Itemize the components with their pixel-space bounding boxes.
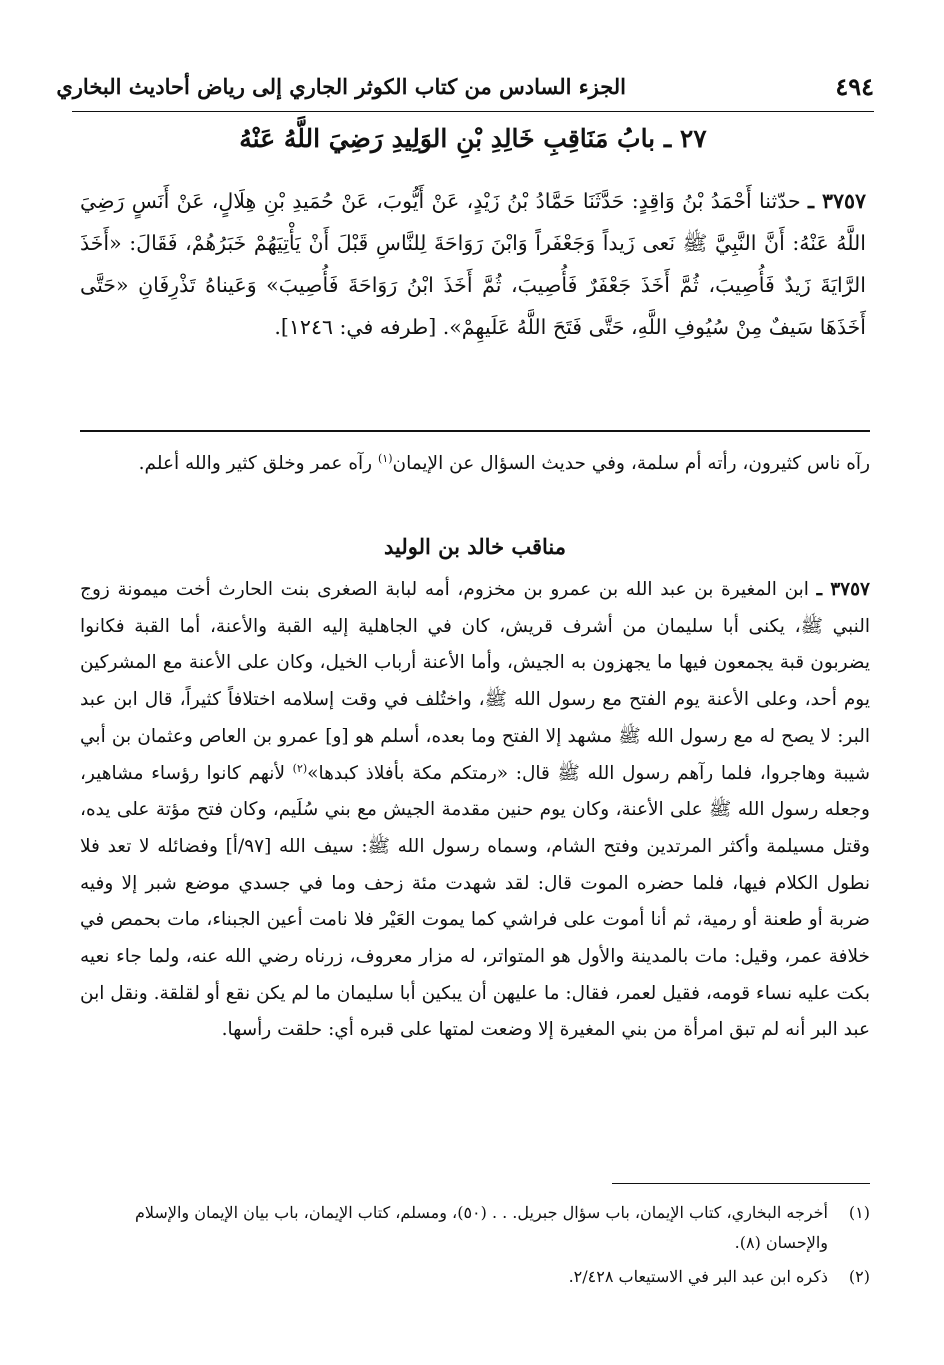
footnote-item xyxy=(80,1262,870,1292)
footnote-mark: (٢) xyxy=(848,1267,870,1286)
hadith-text-block xyxy=(80,180,866,348)
commentary-block xyxy=(80,572,870,1049)
commentary-text-1: ابن المغيرة بن عبد الله بن عمرو بن مخزوم، أمه لبابة الصغرى بنت الحارث أخت ميمونة زوج النبي ﷺ، يكنى أبا سليمان من أشرف قريش، كان في الجاهلية إليه القبة والأعنة، أما القبة فكانوا يضربون قبة يجمعون فيها ما يجهزون به الجيش، وأما الأعنة أرباب الخيل، وكان على الأعنة مع المشركين يوم أحد، وعلى الأعنة يوم الفتح مع رسول الله ﷺ، واختُلف في وقت إسلامه اختلافاً كثيراً، قال ابن عبد البر: لا يصح له مع رسول الله ﷺ مشهد إلا الفتح وما بعده، أسلم هو [و] عمرو بن العاص وعثمان بن أبي شيبة وهاجروا، فلما رآهم رسول الله ﷺ قال: «رمتكم مكة بأفلاذ كبدها» xyxy=(80,579,870,784)
commentary-continuation xyxy=(80,446,870,482)
page-number: ٤٩٤ xyxy=(835,72,874,101)
footnote-text: ذكره ابن عبد البر في الاستيعاب ٢/٤٢٨. xyxy=(568,1267,828,1286)
commentary-text-2: لأنهم كانوا رؤساء مشاهير، وجعله رسول الله ﷺ على الأعنة، وكان يوم حنين مقدمة الجيش مع بني سُلَيم، وكان فتح مؤتة على يده، وقتل مسيلمة وأكثر المرتدين وفتح الشام، وسماه رسول الله ﷺ: سيف الله [٩٧/أ] وفضائله لا تعد فلا نطول الكلام فيها، فلما حضره الموت قال: لقد شهدت مئة زحف وما في جسدي موضع شبر إلا وفيه ضربة أو طعنة أو رمية، ثم أنا أموت على فراشي كما يموت العَيْر فلا نامت أعين الجبناء، مات بحمص في خلافة عمر، وقيل: مات بالمدينة والأول هو المتواتر، له مزار معروف، زرناه رضي الله عنه، ولما جاء نعيه بكت عليه نساء قومه، فقيل لعمر، فقال: ما عليهن أن يبكين أبا سليمان ما لم يكن نقع أو لقلقة. ونقل ابن عبد البر أنه لم تبق امرأة من بني المغيرة إلا وضعت لمتها على قبره أي: حلقت رأسها. xyxy=(80,762,870,1041)
footnotes xyxy=(80,1198,870,1296)
section-title: مناقب خالد بن الوليد xyxy=(383,534,567,559)
header-divider xyxy=(72,111,874,112)
footnote-divider xyxy=(612,1183,870,1184)
page-header xyxy=(56,68,874,112)
commentary-continuation-text-1: رآه ناس كثيرون، رأته أم سلمة، وفي حديث السؤال عن الإيمان xyxy=(392,453,870,474)
footnote-mark: (١) xyxy=(848,1203,870,1222)
section-divider xyxy=(80,430,870,432)
footnote-item xyxy=(80,1198,870,1258)
footnote-ref-2: (٢) xyxy=(292,761,308,775)
running-title: الجزء السادس من كتاب الكوثر الجاري إلى رياض أحاديث البخاري xyxy=(56,74,626,99)
footnote-ref-1: (١) xyxy=(377,451,393,465)
chapter-title: ٢٧ ـ بابُ مَنَاقِبِ خَالِدِ بْنِ الوَلِيدِ رَضِيَ اللَّهُ عَنْهُ xyxy=(239,124,707,153)
commentary-continuation-text-2: رآه عمر وخلق كثير والله أعلم. xyxy=(138,453,378,474)
hadith-text: حدّثنا أَحْمَدُ بْنُ وَاقِدٍ: حَدَّثَنَا حَمَّادُ بْنُ زَيْدٍ، عَنْ أَيُّوبَ، عَنْ حُمَيدِ بْنِ هِلَالٍ، عَنْ أَنَسٍ رَضِيَ اللَّهُ عَنْهُ: أَنَّ النَّبِيَّ ﷺ نَعى زَيداً وَجَعْفَراً وَابْنَ رَوَاحَةَ لِلنَّاسِ قَبْلَ أَنْ يَأْتِيَهُمْ خَبَرُهُمْ، فَقَالَ: «أَخَذَ الرَّايَةَ زَيدٌ فَأُصِيبَ، ثُمَّ أَخَذَ جَعْفَرٌ فَأُصِيبَ، ثُمَّ أَخَذَ ابْنُ رَوَاحَةَ فَأُصِيبَ» وَعَيناهُ تَذْرِفَانِ «حَتَّى أَخَذَهَا سَيفٌ مِنْ سُيُوفِ اللَّهِ، حَتَّى فَتَحَ اللَّهُ عَلَيهِمْ». [طرفه في: ١٢٤٦]. xyxy=(80,189,866,339)
footnote-text: أخرجه البخاري، كتاب الإيمان، باب سؤال جبريل. . . (٥٠)، ومسلم، كتاب الإيمان، باب بيان الإيمان والإسلام والإحسان (٨). xyxy=(134,1203,828,1252)
commentary-number: ٣٧٥٧ ـ xyxy=(816,579,870,600)
hadith-number: ٣٧٥٧ ـ xyxy=(807,189,866,213)
